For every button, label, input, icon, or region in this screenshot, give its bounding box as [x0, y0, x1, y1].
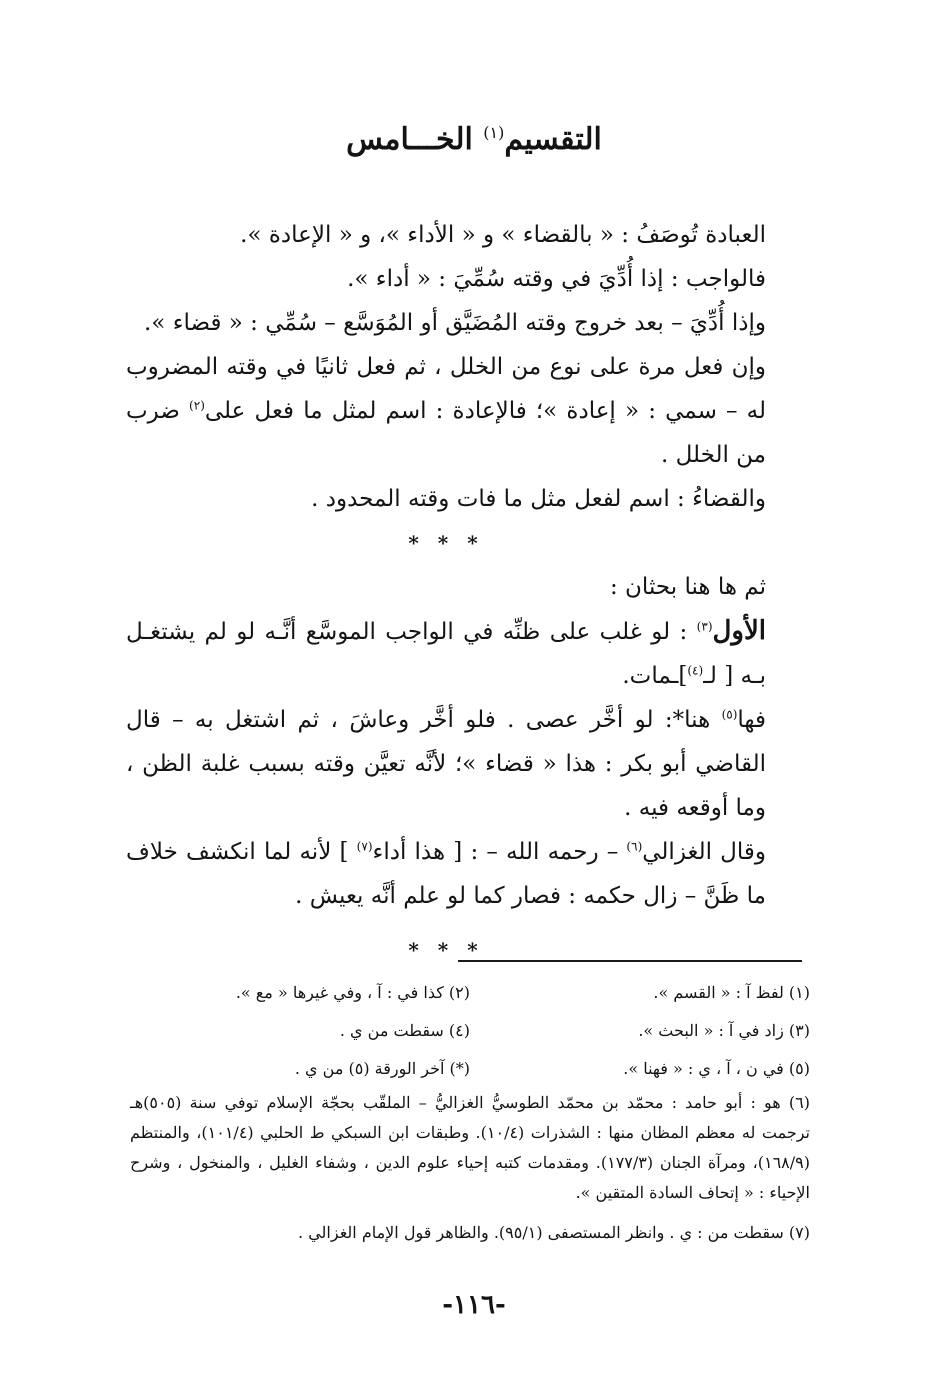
paragraph-3: وإذا أُدِّيَ – بعد خروج وقته المُضَيَّق أو المُوَسَّع – سُمِّي : « قضاء ». [144, 310, 766, 336]
paragraph-7-text-a: : لو غلب على ظنِّه في الواجب الموسَّع أنَّـه لو لم يشتغـل بـه [ لـ [126, 619, 766, 689]
footnote-star: (*) آخر الورقة (٥) من ي . [294, 1059, 470, 1078]
section-heading [200, 122, 748, 157]
section-separator-1: * * * [408, 531, 484, 555]
paragraph-4-text-a: وإن فعل مرة على نوع من الخلل ، ثم فعل ثانيًا في وقته المضروب له – سمي : « إعادة »؛ فالإعادة : اسم لمثل ما فعل على [126, 354, 767, 424]
main-text [126, 213, 766, 972]
paragraph-9-text-c: ] لأنه لما انكشف خلاف ما ظَنَّ – زال حكمه : فصار كما لو علم أنَّه يعيش . [126, 839, 766, 909]
footnote-2: (٢) كذا في : آ ، وفي غيرها « مع ». [235, 983, 470, 1002]
footnote-ref-7: (٧) [356, 839, 373, 854]
footnote-divider [458, 960, 802, 962]
paragraph-9-text-a: وقال الغزالي [642, 839, 767, 865]
footnote-ref-6: (٦) [626, 839, 643, 854]
footnote-row-2 [130, 1012, 810, 1050]
paragraph-8 [126, 698, 766, 830]
footnote-4: (٤) سقطت من ي . [339, 1021, 470, 1040]
paragraph-6: ثم ها هنا بحثان : [609, 574, 766, 600]
footnote-3: (٣) زاد في آ : « البحث ». [638, 1021, 810, 1040]
paragraph-8-text-b: هنا*: لو أخَّر عصى . فلو أخَّر وعاشَ ، ثم اشتغل به – قال القاضي أبو بكر : هذا « قضاء »؛ لأنَّه تعيَّن وقته بسبب غلبة الظن ، وما أوقعه فيه . [126, 707, 766, 821]
paragraph-9 [126, 830, 766, 918]
heading-footnote-ref: (١) [483, 123, 505, 142]
heading-word-2: الخـــامس [346, 122, 473, 157]
page-number: -١١٦- [442, 1290, 506, 1320]
paragraph-7-text-b: ]ـمات. [622, 663, 688, 689]
footnote-5: (٥) في ن ، آ ، ي : « فهنا ». [623, 1059, 810, 1078]
heading-word: التقسيم [504, 122, 602, 157]
paragraph-4-text-b: ضرب من الخلل . [126, 398, 766, 468]
paragraph-7 [126, 609, 766, 698]
footnote-7: (٧) سقطت من : ي . وانظر المستصفى (٩٥/١). والظاهر قول الإمام الغزالي . [298, 1223, 810, 1242]
paragraph-5: والقضاءُ : اسم لفعل مثل ما فات وقته المحدود . [311, 486, 766, 512]
footnote-row-3 [130, 1050, 810, 1088]
footnote-ref-3: (٣) [696, 619, 713, 634]
paragraph-8-text-a: فها [737, 707, 766, 733]
footnote-1: (١) لفظ آ : « القسم ». [653, 983, 810, 1002]
first-topic-label: الأول [712, 616, 766, 646]
footnote-ref-4: (٤) [687, 663, 704, 678]
footnote-6: (٦) هو : أبو حامد : محمّد بن محمّد الطوسيُّ الغزاليُّ – الملقّب بحجّة الإسلام توفي سنة (٥٠٥)هـ ترجمت له معظم المظان منها : الشذرات (١٠/٤). وطبقات ابن السبكي ط الحلبي (١٠١/٤)، والمنتظم (١٦٨/٩)، ومرآة الجنان (١٧٧/٣). ومقدمات كتبه إحياء علوم الدين ، وشفاء الغليل ، والمنخول ، وشرح الإحياء : « إتحاف السادة المتقين ». [130, 1093, 811, 1202]
footnote-ref-2: (٢) [189, 398, 205, 413]
paragraph-9-text-b: – رحمه الله – : [ هذا أداء [372, 839, 619, 865]
paragraph-1: العبادة تُوصَفُ : « بالقضاء » و « الأداء »، و « الإعادة ». [240, 222, 766, 248]
paragraph-4 [126, 345, 766, 477]
section-separator-2: * * * [408, 938, 484, 962]
footnote-row-1 [130, 974, 810, 1012]
footnotes [130, 974, 810, 1248]
footnote-ref-5: (٥) [721, 707, 738, 722]
paragraph-2: فالواجب : إذا أُدِّيَ في وقته سُمِّيَ : « أداء ». [347, 266, 766, 292]
